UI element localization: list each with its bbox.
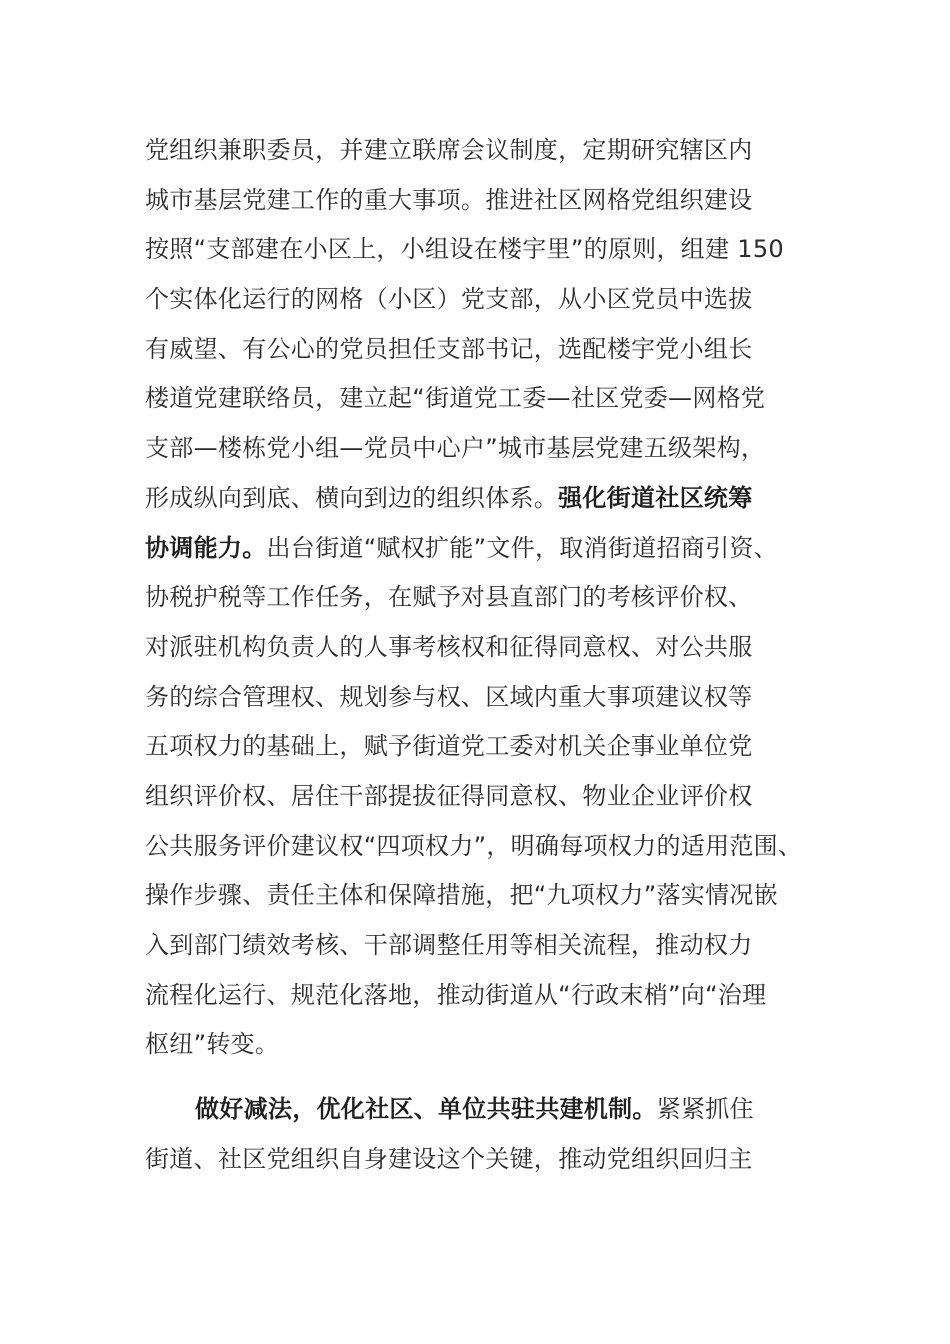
text-line-with-heading — [145, 474, 825, 524]
text-line: 有威望、有公心的党员担任支部书记，选配楼宇党小组长 — [145, 334, 753, 363]
section-heading: 做好减法，优化社区、单位共驻共建机制。 — [195, 1095, 657, 1123]
text-line: 党组织兼职委员，并建立联席会议制度，定期研究辖区内 — [145, 136, 753, 164]
paragraph-1 — [145, 126, 825, 1070]
text-line: 组织评价权、居住干部提拔征得同意权、物业企业评价权 — [145, 781, 753, 810]
text-segment: 形成纵向到底、横向到边的组织体系。 — [145, 483, 559, 512]
text-line: 公共服务评价建议权“四项权力”，明确每项权力的适用范围、 — [145, 831, 803, 860]
text-line: 对派驻机构负责人的人事考核权和征得同意权、对公共服 — [145, 632, 753, 661]
text-line: 五项权力的基础上，赋予街道党工委对机关企事业单位党 — [145, 732, 753, 761]
text-line: 街道、社区党组织自身建设这个关键，推动党组织回归主 — [145, 1144, 753, 1173]
text-line: 协税护税等工作任务，在赋予对县直部门的考核评价权、 — [145, 583, 753, 612]
text-line: 按照“支部建在小区上，小组设在楼宇里”的原则，组建 150 — [145, 235, 785, 264]
text-line-with-heading — [145, 1085, 825, 1135]
text-line-with-heading — [145, 524, 825, 574]
text-segment: 出台街道“赋权扩能”文件，取消街道招商引资、 — [266, 533, 778, 562]
text-line: 支部—楼栋党小组—党员中心户”城市基层党建五级架构， — [145, 434, 766, 463]
text-line: 城市基层党建工作的重大事项。推进社区网格党组织建设 — [145, 185, 753, 214]
section-heading-part-1: 强化街道社区统筹 — [558, 483, 753, 512]
text-line: 个实体化运行的网格（小区）党支部，从小区党员中选拔 — [145, 285, 753, 314]
text-line: 务的综合管理权、规划参与权、区域内重大事项建议权等 — [145, 682, 753, 711]
text-segment: 紧紧抓住 — [656, 1095, 754, 1123]
paragraph-2 — [145, 1085, 825, 1184]
text-line: 流程化运行、规范化落地，推动街道从“行政末梢”向“治理 — [145, 980, 767, 1009]
text-line: 枢纽”转变。 — [145, 1030, 280, 1059]
text-line: 楼道党建联络员，建立起“街道党工委—社区党委—网格党 — [145, 384, 766, 413]
section-heading-part-2: 协调能力。 — [145, 533, 267, 562]
text-line: 入到部门绩效考核、干部调整任用等相关流程，推动权力 — [145, 931, 753, 959]
text-line: 操作步骤、责任主体和保障措施，把“九项权力”落实情况嵌 — [145, 881, 778, 910]
